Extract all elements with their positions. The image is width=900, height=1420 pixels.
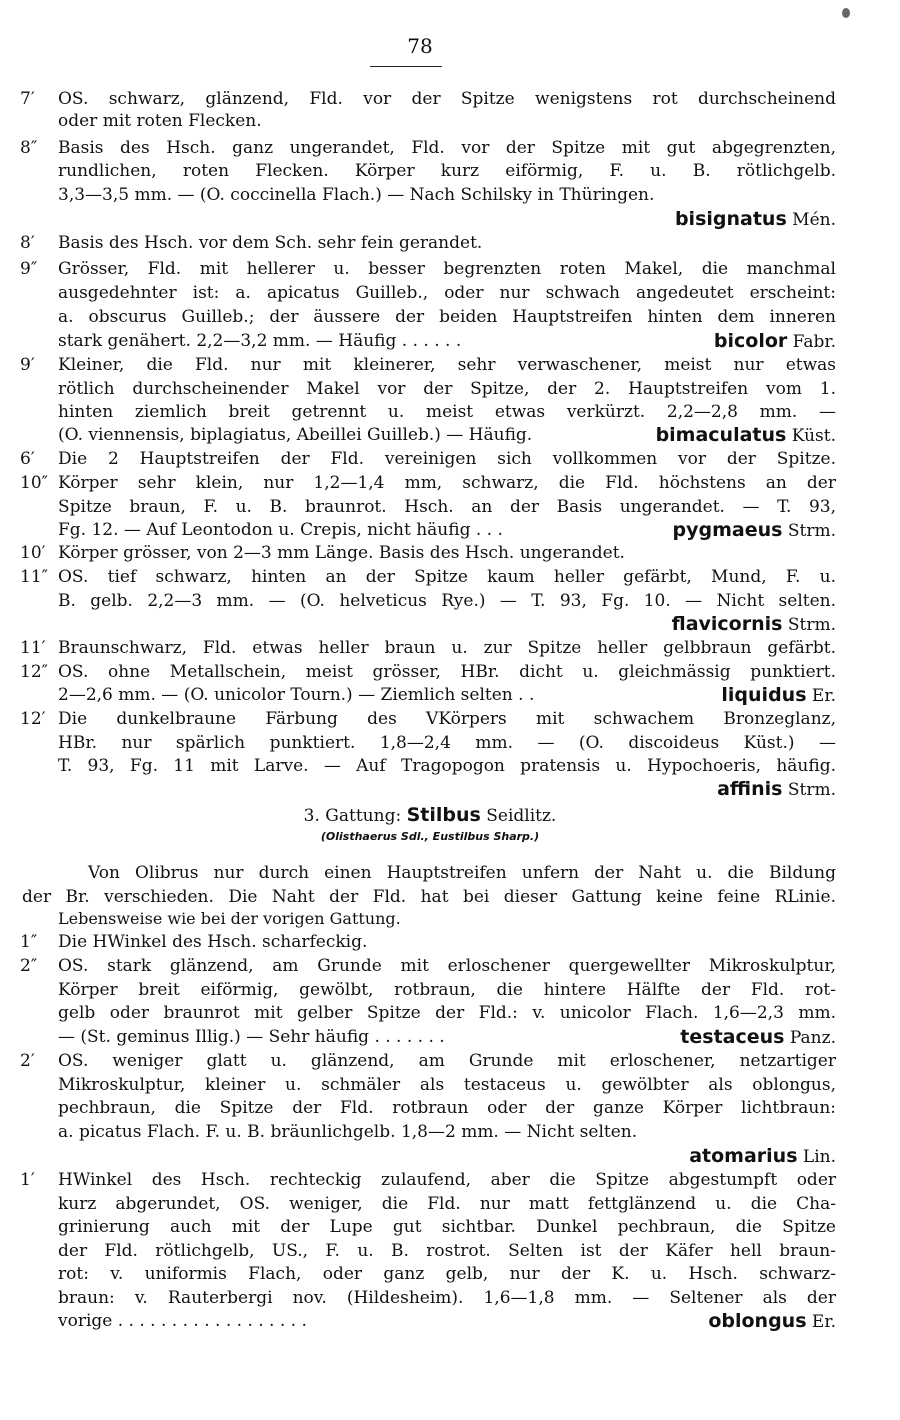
genus-synonyms: (Olisthaerus Sdl., Eustilbus Sharp.)	[320, 830, 540, 843]
page-number-rule	[370, 66, 442, 67]
entry-line: Basis des Hsch. vor dem Sch. sehr fein gerandet.	[58, 233, 483, 253]
entry-number: 9′	[20, 355, 35, 375]
entry-line: Die dunkelbraune Färbung des VKörpers mit schwachem Bronzeglanz,	[58, 709, 836, 729]
entry-line: HWinkel des Hsch. rechteckig zulaufend, aber die Spitze abgestumpft oder	[58, 1170, 836, 1190]
entry-line	[58, 1310, 836, 1332]
entry-number: 7′	[20, 89, 35, 109]
entry-line: hinten ziemlich breit getrennt u. meist etwas verkürzt. 2,2—2,8 mm. —	[58, 402, 836, 422]
entry-line	[58, 424, 836, 446]
species-author: Strm.	[787, 780, 836, 800]
species-line	[58, 208, 836, 231]
entry-text: stark genähert. 2,2—3,2 mm. — Häufig . . . . . .	[58, 331, 462, 351]
entry-line: ausgedehnter ist: a. apicatus Guilleb., oder nur schwach angedeutet erscheint:	[58, 283, 836, 303]
species-name: testaceus	[680, 1026, 785, 1048]
genus-number: 3. Gattung:	[303, 806, 402, 826]
entry-number: 2′	[20, 1051, 35, 1071]
species-author: Lin.	[802, 1147, 836, 1167]
entry-line: Grösser, Fld. mit hellerer u. besser begrenzten roten Makel, die manchmal	[58, 259, 836, 279]
species-name: bisignatus	[674, 208, 787, 230]
entry-line: pechbraun, die Spitze der Fld. rotbraun oder der ganze Körper lichtbraun:	[58, 1098, 836, 1118]
entry-line: braun: v. Rauterbergi nov. (Hildesheim). 1,6—1,8 mm. — Seltener als der	[58, 1288, 836, 1308]
entry-line: Körper sehr klein, nur 1,2—1,4 mm, schwarz, die Fld. höchstens an der	[58, 473, 836, 493]
species-line	[58, 613, 836, 636]
entry-number: 10″	[20, 473, 48, 493]
species-author: Strm.	[787, 521, 836, 541]
species-line	[58, 1145, 836, 1168]
species-name: flavicornis	[671, 613, 783, 635]
page-number: 78	[407, 34, 433, 58]
entry-line: gelb oder braunrot mit gelber Spitze der Fld.: v. unicolor Flach. 1,6—2,3 mm.	[58, 1003, 836, 1023]
entry-text: — (St. geminus Illig.) — Sehr häufig . . . . . . .	[58, 1027, 445, 1047]
entry-text: Fg. 12. — Auf Leontodon u. Crepis, nicht häufig . . .	[58, 520, 503, 540]
species-author: Fabr.	[792, 332, 836, 352]
genus-name: Stilbus	[406, 804, 481, 826]
species-author: Küst.	[791, 426, 836, 446]
species-name: oblongus	[708, 1310, 807, 1332]
species-author: Mén.	[792, 210, 836, 230]
entry-line: OS. ohne Metallschein, meist grösser, HBr. dicht u. gleichmässig punktiert.	[58, 662, 836, 682]
entry-line: Körper grösser, von 2—3 mm Länge. Basis des Hsch. ungerandet.	[58, 543, 625, 563]
entry-line	[58, 519, 836, 541]
entry-line	[58, 684, 836, 706]
intro-line: der Br. verschieden. Die Naht der Fld. hat bei dieser Gattung keine feine RLinie.	[22, 887, 836, 907]
entry-number: 12″	[20, 662, 48, 682]
species-line	[58, 778, 836, 801]
species-author: Er.	[811, 1312, 836, 1332]
species-name: bimaculatus	[655, 424, 787, 446]
genus-author: Seidlitz.	[486, 806, 557, 826]
entry-line: grinierung auch mit der Lupe gut sichtbar. Dunkel pechbraun, die Spitze	[58, 1217, 836, 1237]
entry-line: Basis des Hsch. ganz ungerandet, Fld. vor der Spitze mit gut abgegrenzten,	[58, 138, 836, 158]
entry-line: oder mit roten Flecken.	[58, 111, 262, 131]
entry-number: 6′	[20, 449, 35, 469]
entry-number: 8″	[20, 138, 38, 158]
entry-line: OS. tief schwarz, hinten an der Spitze kaum heller gefärbt, Mund, F. u.	[58, 567, 836, 587]
entry-line: HBr. nur spärlich punktiert. 1,8—2,4 mm. — (O. discoideus Küst.) —	[58, 733, 836, 753]
entry-line: Braunschwarz, Fld. etwas heller braun u. zur Spitze heller gelbbraun gefärbt.	[58, 638, 836, 658]
species-name: bicolor	[713, 330, 788, 352]
entry-line	[58, 1026, 836, 1048]
entry-line	[58, 330, 836, 352]
species-author: Panz.	[789, 1028, 836, 1048]
entry-text: vorige . . . . . . . . . . . . . . . . . .	[58, 1311, 307, 1331]
entry-line: rot: v. uniformis Flach, oder ganz gelb, nur der K. u. Hsch. schwarz-	[58, 1264, 836, 1284]
entry-line: 3,3—3,5 mm. — (O. coccinella Flach.) — Nach Schilsky in Thüringen.	[58, 185, 655, 205]
species-author: Strm.	[787, 615, 836, 635]
speck-mark	[842, 8, 850, 18]
entry-line: rötlich durchscheinender Makel vor der Spitze, der 2. Hauptstreifen vom 1.	[58, 379, 836, 399]
entry-number: 11′	[20, 638, 46, 658]
species-name: atomarius	[689, 1145, 798, 1167]
entry-line: OS. weniger glatt u. glänzend, am Grunde mit erloschener, netzartiger	[58, 1051, 836, 1071]
entry-number: 11″	[20, 567, 48, 587]
species-name: liquidus	[721, 684, 807, 706]
entry-text: 2—2,6 mm. — (O. unicolor Tourn.) — Ziemlich selten . .	[58, 685, 535, 705]
entry-text: (O. viennensis, biplagiatus, Abeillei Guilleb.) — Häufig.	[58, 425, 533, 445]
entry-number: 2″	[20, 956, 38, 976]
entry-number: 8′	[20, 233, 35, 253]
entry-line: der Fld. rötlichgelb, US., F. u. B. rostrot. Selten ist der Käfer hell braun-	[58, 1241, 836, 1261]
entry-line: a. picatus Flach. F. u. B. bräunlichgelb. 1,8—2 mm. — Nicht selten.	[58, 1122, 638, 1142]
entry-number: 12′	[20, 709, 46, 729]
entry-line: kurz abgerundet, OS. weniger, die Fld. nur matt fettglänzend u. die Cha-	[58, 1194, 836, 1214]
entry-line: Kleiner, die Fld. nur mit kleinerer, sehr verwaschener, meist nur etwas	[58, 355, 836, 375]
intro-line: Lebensweise wie bei der vorigen Gattung.	[58, 909, 401, 928]
entry-line: a. obscurus Guilleb.; der äussere der beiden Hauptstreifen hinten dem inneren	[58, 307, 836, 327]
entry-line: T. 93, Fg. 11 mit Larve. — Auf Tragopogon pratensis u. Hypochoeris, häufig.	[58, 756, 836, 776]
entry-number: 1″	[20, 932, 38, 952]
entry-line: Körper breit eiförmig, gewölbt, rotbraun, die hintere Hälfte der Fld. rot-	[58, 980, 836, 1000]
entry-line: OS. stark glänzend, am Grunde mit erloschener quergewellter Mikroskulptur,	[58, 956, 836, 976]
entry-line: Spitze braun, F. u. B. braunrot. Hsch. an der Basis ungerandet. — T. 93,	[58, 497, 836, 517]
entry-number: 10′	[20, 543, 46, 563]
entry-number: 1′	[20, 1170, 35, 1190]
entry-line: Die HWinkel des Hsch. scharfeckig.	[58, 932, 368, 952]
entry-line: Mikroskulptur, kleiner u. schmäler als testaceus u. gewölbter als oblongus,	[58, 1075, 836, 1095]
species-name: affinis	[717, 778, 783, 800]
species-author: Er.	[811, 686, 836, 706]
entry-line: OS. schwarz, glänzend, Fld. vor der Spitze wenigstens rot durchscheinend	[58, 89, 836, 109]
species-name: pygmaeus	[672, 519, 783, 541]
intro-line: Von Olibrus nur durch einen Hauptstreifen unfern der Naht u. die Bildung	[88, 863, 836, 883]
entry-line: B. gelb. 2,2—3 mm. — (O. helveticus Rye.) — T. 93, Fg. 10. — Nicht selten.	[58, 591, 836, 611]
entry-line: rundlichen, roten Flecken. Körper kurz eiförmig, F. u. B. rötlichgelb.	[58, 161, 836, 181]
entry-line: Die 2 Hauptstreifen der Fld. vereinigen sich vollkommen vor der Spitze.	[58, 449, 836, 469]
genus-heading	[0, 804, 860, 827]
entry-number: 9″	[20, 259, 38, 279]
